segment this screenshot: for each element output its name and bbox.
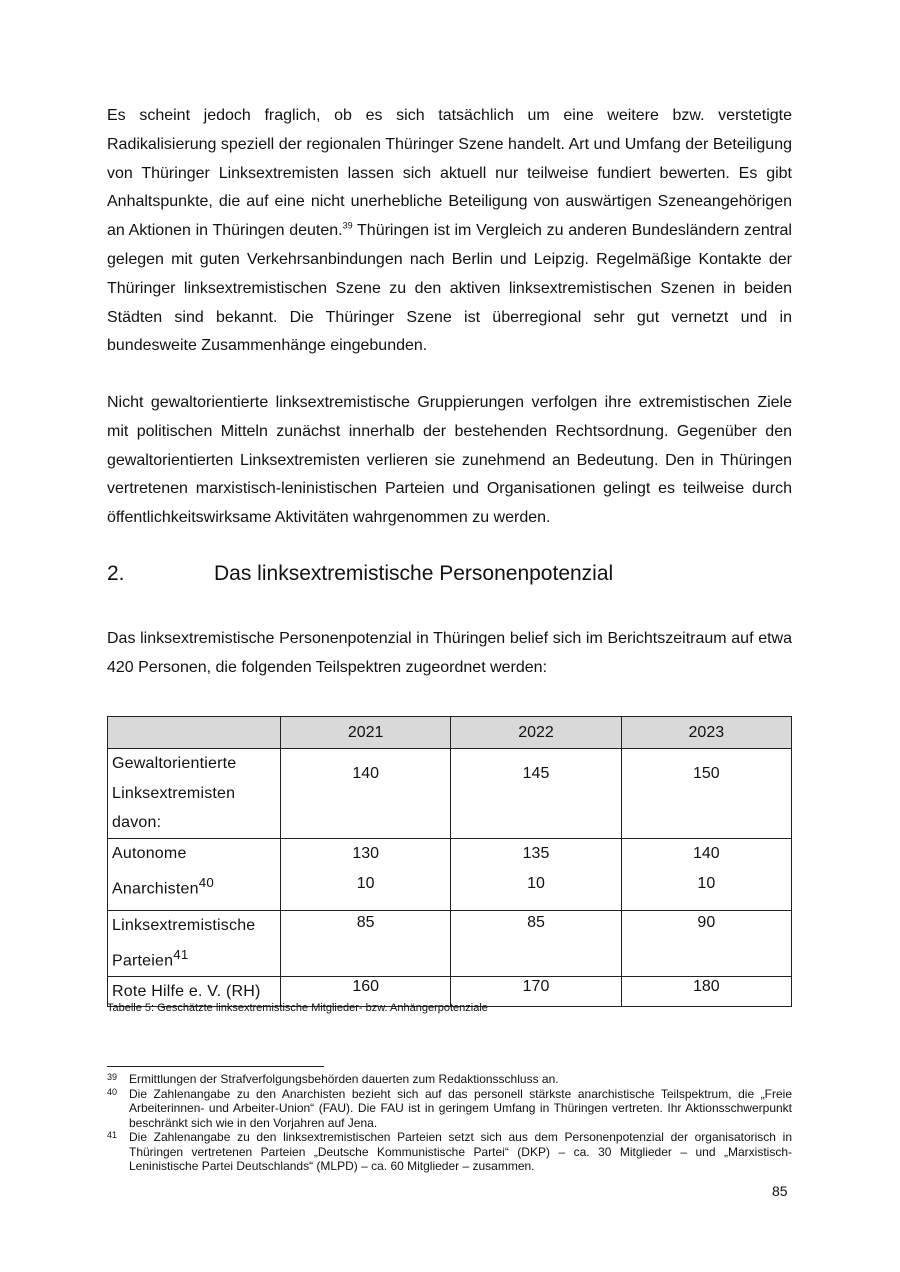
table-cell: 170 — [451, 977, 621, 1007]
table-row-parteien — [108, 910, 792, 976]
table-cell: 150 — [621, 749, 791, 839]
table-cell: 160 — [281, 977, 451, 1007]
footnote-ref-39[interactable]: 39 — [342, 220, 353, 231]
table-cell: 85 — [281, 910, 451, 976]
section-number: 2. — [107, 562, 125, 585]
paragraph-1-text-b: Thüringen ist im Vergleich zu anderen Bundesländern zentral gelegen mit guten Verkehrsanbindungen nach Berlin und Leipzig. Regelmäßige Kontakte der Thüringer linksextremistischen Szene zu den aktiven linksextremistischen Szenen in beiden Städten sind bekannt. Die Thüringer Szene ist überregional sehr gut vernetzt und in bundesweite Zusammenhänge eingebunden. — [107, 222, 792, 355]
label-line: Linksextremistische — [112, 916, 256, 934]
footnote-39 — [107, 1072, 792, 1087]
footnote-40 — [107, 1087, 792, 1131]
footnote-divider — [107, 1066, 324, 1067]
table-cell: 180 — [621, 977, 791, 1007]
row-label — [108, 749, 281, 839]
footnote-text: Die Zahlenangabe zu den linksextremistischen Parteien setzt sich aus dem Personenpotenzial der organisatorisch in Thüringen vertretenen Parteien „Deutsche Kommunistische Partei“ (DKP) – ca. 30 Mitglieder – und „Marxistisch-Leninistische Partei Deutschlands“ (MLPD) – ca. 60 Mitglieder – zusammen. — [129, 1130, 792, 1173]
footnotes — [107, 1072, 792, 1174]
table-cell: 140 — [281, 749, 451, 839]
footnote-ref-40[interactable]: 40 — [198, 875, 214, 890]
header-year-2021: 2021 — [281, 717, 451, 749]
footnote-number: 39 — [107, 1072, 118, 1082]
table-cell: 135 10 — [451, 838, 621, 910]
header-year-2023: 2023 — [621, 717, 791, 749]
table-header-row — [108, 717, 792, 749]
label-line: Gewaltorientierte — [112, 755, 237, 772]
label-line: Autonome — [112, 844, 187, 862]
table-cell: 130 10 — [281, 838, 451, 910]
table-cell: 85 — [451, 910, 621, 976]
footnote-text: Die Zahlenangabe zu den Anarchisten bezieht sich auf das personell stärkste anarchistische Teilspektrum, die „Freie Arbeiterinnen- und Arbeiter-Union“ (FAU). Die FAU ist in geringem Umfang in Thüringen vertreten. Ihr Aktionsschwerpunkt beschränkt sich wie in den Vorjahren auf Jena. — [129, 1086, 792, 1130]
table-cell: 145 — [451, 749, 621, 839]
table-cell: 140 10 — [621, 838, 791, 910]
label-line: Linksextremisten — [112, 784, 236, 802]
row-label — [108, 910, 281, 976]
page-number: 85 — [772, 1183, 788, 1199]
footnote-41 — [107, 1130, 792, 1174]
table-cell: 90 — [621, 910, 791, 976]
body-paragraph-1 — [107, 102, 792, 361]
label-line: davon: — [112, 814, 162, 831]
table-row-autonome-anarchisten — [108, 838, 792, 910]
footnote-ref-41[interactable]: 41 — [173, 947, 189, 963]
label-line: Anarchisten$^{40}$ — [112, 875, 214, 898]
row-label: Rote Hilfe e. V. (RH) — [108, 977, 281, 1007]
footnote-text: Ermittlungen der Strafverfolgungsbehörden dauerten zum Redaktionsschluss an. — [129, 1072, 559, 1086]
paragraph-1-text-a: Es scheint jedoch fraglich, ob es sich tatsächlich um eine weitere bzw. verstetigte Radikalisierung speziell der regionalen Thüringer Szene handelt. Art und Umfang der Beteiligung von Thüringer Linksextremisten lassen sich aktuell nur teilweise fundiert bewerten. Es gibt Anhaltspunkte, die auf eine nicht unerhebliche Beteiligung von auswärtigen Szeneangehörigen an Aktionen in Thüringen deuten. — [107, 107, 792, 240]
header-empty-cell — [108, 717, 281, 749]
table-caption: Tabelle 5: Geschätzte linksextremistische Mitglieder- bzw. Anhängerpotenziale — [107, 1002, 488, 1014]
section-title: Das linksextremistische Personenpotenzial — [214, 562, 614, 585]
potential-table — [107, 716, 792, 1007]
label-line: Parteien$^{41}$ — [112, 947, 189, 970]
body-paragraph-3: Das linksextremistische Personenpotenzial in Thüringen belief sich im Berichtszeitraum auf etwa 420 Personen, die folgenden Teilspektren zugeordnet werden: — [107, 630, 792, 676]
table-row-gewaltorientierte — [108, 749, 792, 839]
footnote-number: 41 — [107, 1130, 118, 1140]
header-year-2022: 2022 — [451, 717, 621, 749]
footnote-number: 40 — [107, 1086, 118, 1097]
body-paragraph-2: Nicht gewaltorientierte linksextremistische Gruppierungen verfolgen ihre extremistischen Ziele mit politischen Mitteln zunächst innerhalb der bestehenden Rechtsordnung. Gegenüber den gewaltorientierten Linksextremisten verlieren sie zunehmend an Bedeutung. Den in Thüringen vertretenen marxistisch-leninistischen Parteien und Organisationen gelingt es teilweise durch öffentlichkeitswirksame Aktivitäten wahrgenommen zu werden. — [107, 394, 792, 527]
row-label — [108, 838, 281, 910]
